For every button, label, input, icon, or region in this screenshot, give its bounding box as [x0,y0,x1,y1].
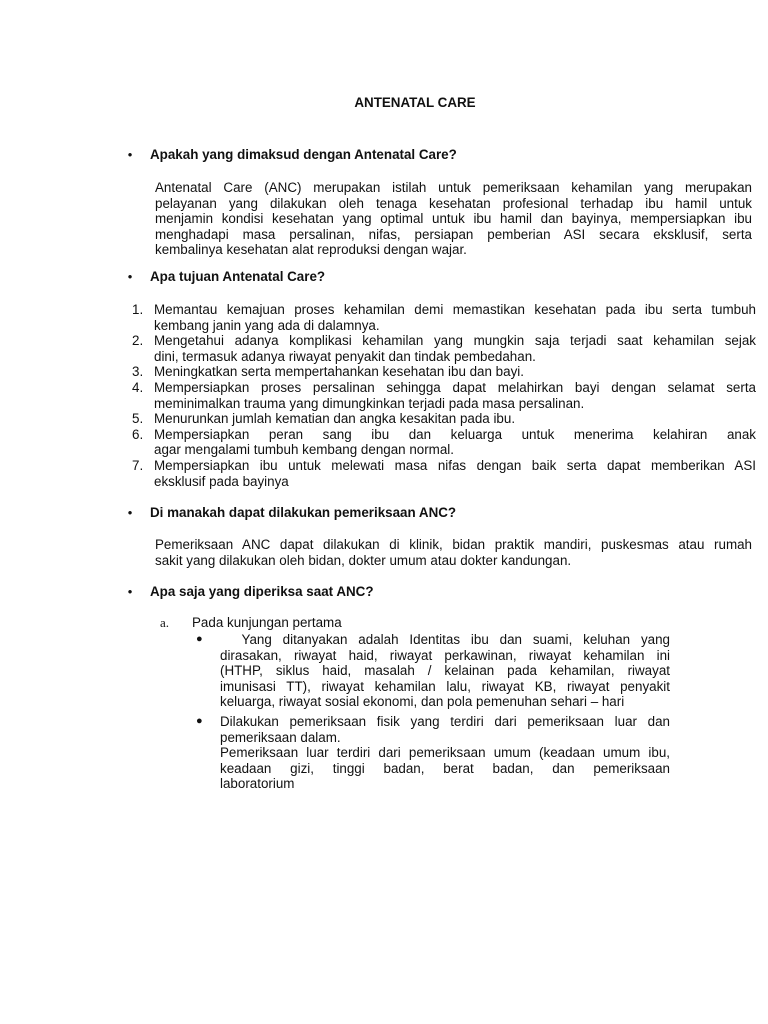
sub-list-item [160,615,342,631]
definition-paragraph [155,180,752,258]
list-item [190,632,670,710]
paragraph-line: kembalinya kesehatan alat reproduksi dengan wajar. [155,242,467,258]
bullet-icon: • [127,505,133,520]
question-heading: Apakah yang dimaksud dengan Antenatal Care? [150,147,457,162]
list-item [126,333,756,364]
paragraph-line: pelayanan yang dilakukan oleh tenaga kesehatan profesional terhadap ibu hamil untuk [155,195,752,211]
list-item-line: Pemeriksaan luar terdiri dari pemeriksaan umum (keadaan umum ibu, [220,745,670,761]
list-item [126,411,756,427]
bullet-dot-icon: ● [196,633,203,645]
list-item-line: Menurunkan jumlah kematian dan angka kesakitan pada ibu. [154,411,516,427]
list-item-line: Yang ditanyakan adalah Identitas ibu dan suami, keluhan yang [220,632,670,647]
list-item [126,380,756,411]
paragraph-line: Antenatal Care (ANC) merupakan istilah untuk pemeriksaan kehamilan yang merupakan [155,180,752,195]
paragraph-line: menjamin kondisi kesehatan yang optimal untuk ibu hamil dan bayinya, mempersiapkan ibu [155,211,752,227]
list-item-line: agar mengalami tumbuh kembang dengan normal. [154,442,454,458]
list-number: 1. [132,302,144,317]
page-title: ANTENATAL CARE [354,95,476,110]
bullet-icon: • [127,584,133,599]
question-heading: Apa tujuan Antenatal Care? [150,269,326,284]
bullet-icon: • [127,147,133,162]
list-item-line: Mempersiapkan peran sang ibu dan keluarga untuk menerima kelahiran anak [154,426,756,442]
list-item-line: imunisasi TT), riwayat kehamilan lalu, riwayat KB, riwayat penyakit [220,678,670,694]
list-item-line: keluarga, riwayat sosial ekonomi, dan pola pemenuhan sehari – hari [220,694,625,710]
list-item-line: Mempersiapkan proses persalinan sehingga dapat melahirkan bayi dengan selamat serta [154,379,756,395]
list-number: 7. [132,457,144,473]
list-item [126,364,756,380]
list-number: 6. [132,426,144,442]
list-item-line: Mengetahui adanya komplikasi kehamilan yang mungkin saja terjadi saat kehamilan sejak [154,333,756,349]
list-item-line: meminimalkan trauma yang dimungkinkan terjadi pada masa persalinan. [154,395,585,411]
location-paragraph [155,537,752,568]
list-item-line: laboratorium [220,776,295,792]
paragraph-line: Pemeriksaan ANC dapat dilakukan di klinik, bidan praktik mandiri, puskesmas atau rumah [155,537,752,552]
list-item-line: dini, termasuk adanya riwayat penyakit dan tindak pembedahan. [154,348,536,364]
list-number: 3. [132,364,144,380]
goals-list [126,302,756,489]
list-item-line: Dilakukan pemeriksaan fisik yang terdiri dari pemeriksaan luar dan [220,713,670,729]
list-item [126,427,756,458]
list-number: 4. [132,379,144,395]
bullet-icon: • [127,269,133,284]
list-item-line: Mempersiapkan ibu untuk melewati masa nifas dengan baik serta dapat memberikan ASI [154,457,756,473]
sub-list-marker: a. [160,615,170,630]
list-item [126,302,756,333]
question-heading: Di manakah dapat dilakukan pemeriksaan ANC? [150,505,457,520]
paragraph-line: sakit yang dilakukan oleh bidan, dokter umum atau dokter kandungan. [155,552,572,568]
list-item-line: Meningkatkan serta mempertahankan kesehatan ibu dan bayi. [154,364,524,380]
list-item-line: Memantau kemajuan proses kehamilan demi memastikan kesehatan pada ibu serta tumbuh [154,302,756,317]
bullet-dot-icon: ● [196,714,203,727]
exam-detail-list [190,632,670,792]
list-item-line: dirasakan, riwayat haid, riwayat perkawinan, riwayat kehamilan ini [220,647,670,663]
list-item [190,714,670,792]
list-item [126,458,756,489]
list-item-line: pemeriksaan dalam. [220,729,341,745]
sub-list-label: Pada kunjungan pertama [192,615,342,630]
list-item-line: (HTHP, siklus haid, masalah / kelainan pada kehamilan, riwayat [220,663,670,679]
paragraph-line: menghadapi masa persalinan, nifas, persiapan pemberian ASI secara eksklusif, serta [155,226,752,242]
list-number: 5. [132,411,144,427]
list-item-line: kembang janin yang ada di dalamnya. [154,317,380,333]
question-heading: Apa saja yang diperiksa saat ANC? [150,584,374,599]
list-item-line: keadaan gizi, tinggi badan, berat badan, dan pemeriksaan [220,760,670,776]
list-number: 2. [132,333,144,349]
list-item-line: eksklusif pada bayinya [154,473,289,489]
